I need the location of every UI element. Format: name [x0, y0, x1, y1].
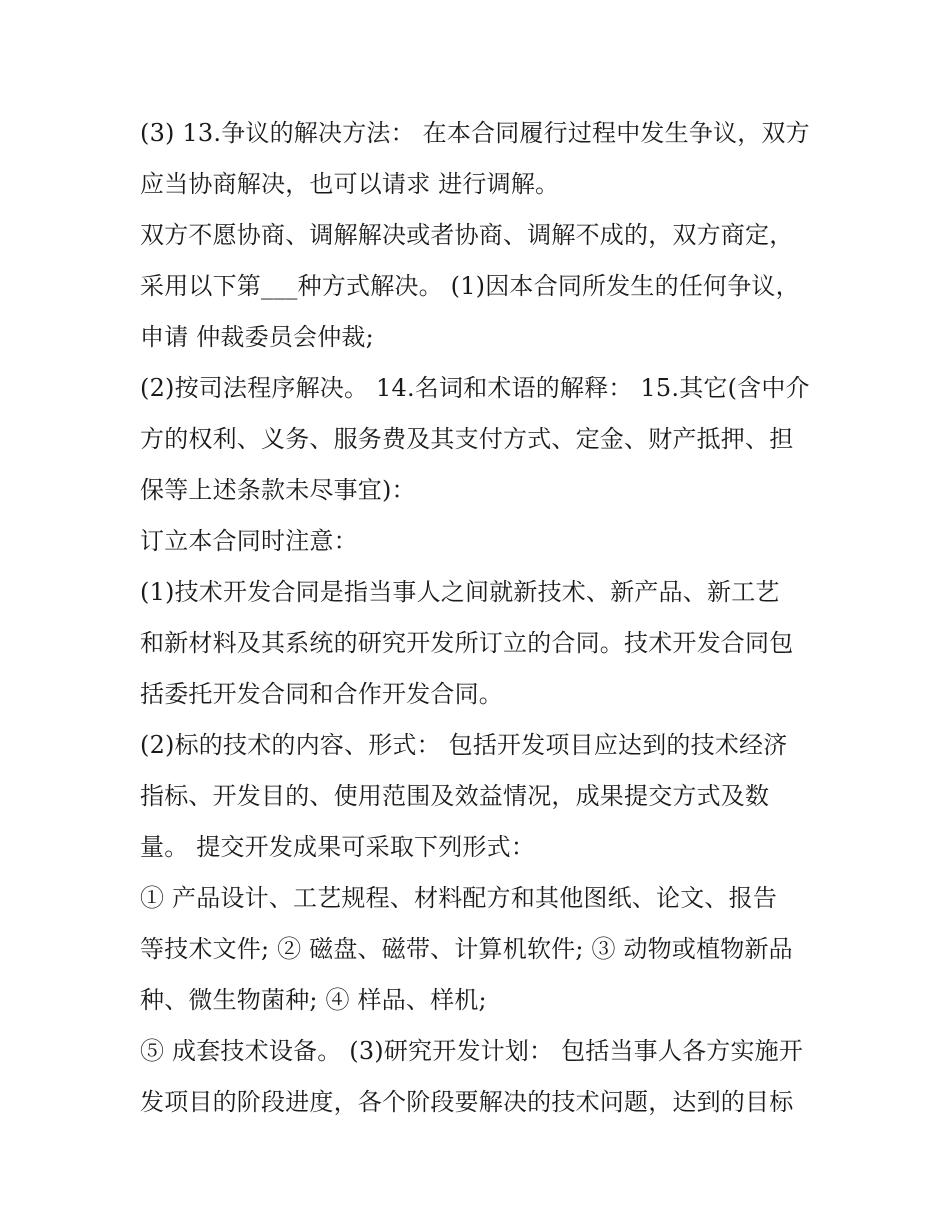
text-line: 应当协商解决，也可以请求 进行调解。: [140, 170, 560, 198]
text-line: ① 产品设计、工艺规程、材料配方和其他图纸、论文、报告: [140, 884, 778, 912]
text-line: 双方不愿协商、调解解决或者协商、调解不成的，双方商定，: [140, 221, 794, 249]
text-line: 指标、开发目的、使用范围及效益情况，成果提交方式及数: [140, 782, 770, 810]
text-line: 括委托开发合同和合作开发合同。: [140, 680, 503, 708]
text-line: 保等上述条款未尽事宜)：: [140, 476, 416, 504]
text-line: (2)按司法程序解决。 14.名词和术语的解释： 15.其它(含中介: [140, 374, 810, 402]
text-line: 种、微生物菌种; ④ 样品、样机;: [140, 986, 487, 1014]
text-line: 等技术文件; ② 磁盘、磁带、计算机软件; ③ 动物或植物新品: [140, 935, 793, 963]
text-line: 和新材料及其系统的研究开发所订立的合同。技术开发合同包: [140, 629, 794, 657]
text-line: ⑤ 成套技术设备。 (3)研究开发计划： 包括当事人各方实施开: [140, 1037, 804, 1065]
text-line: 发项目的阶段进度，各个阶段要解决的技术问题，达到的目标: [140, 1088, 794, 1116]
contract-text-body: [140, 108, 820, 1128]
text-line: 量。 提交开发成果可采取下列形式：: [140, 833, 536, 861]
text-line: 申请 仲裁委员会仲裁;: [140, 323, 374, 351]
text-line: (1)技术开发合同是指当事人之间就新技术、新产品、新工艺: [140, 578, 780, 606]
text-line: (3) 13.争议的解决方法： 在本合同履行过程中发生争议，双方: [140, 119, 810, 147]
text-line: 订立本合同时注意：: [140, 527, 358, 555]
text-line: 方的权利、义务、服务费及其支付方式、定金、财产抵押、担: [140, 425, 794, 453]
text-line: 采用以下第___种方式解决。 (1)因本合同所发生的任何争议，: [140, 272, 800, 300]
text-line: (2)标的技术的内容、形式： 包括开发项目应达到的技术经济: [140, 731, 788, 759]
